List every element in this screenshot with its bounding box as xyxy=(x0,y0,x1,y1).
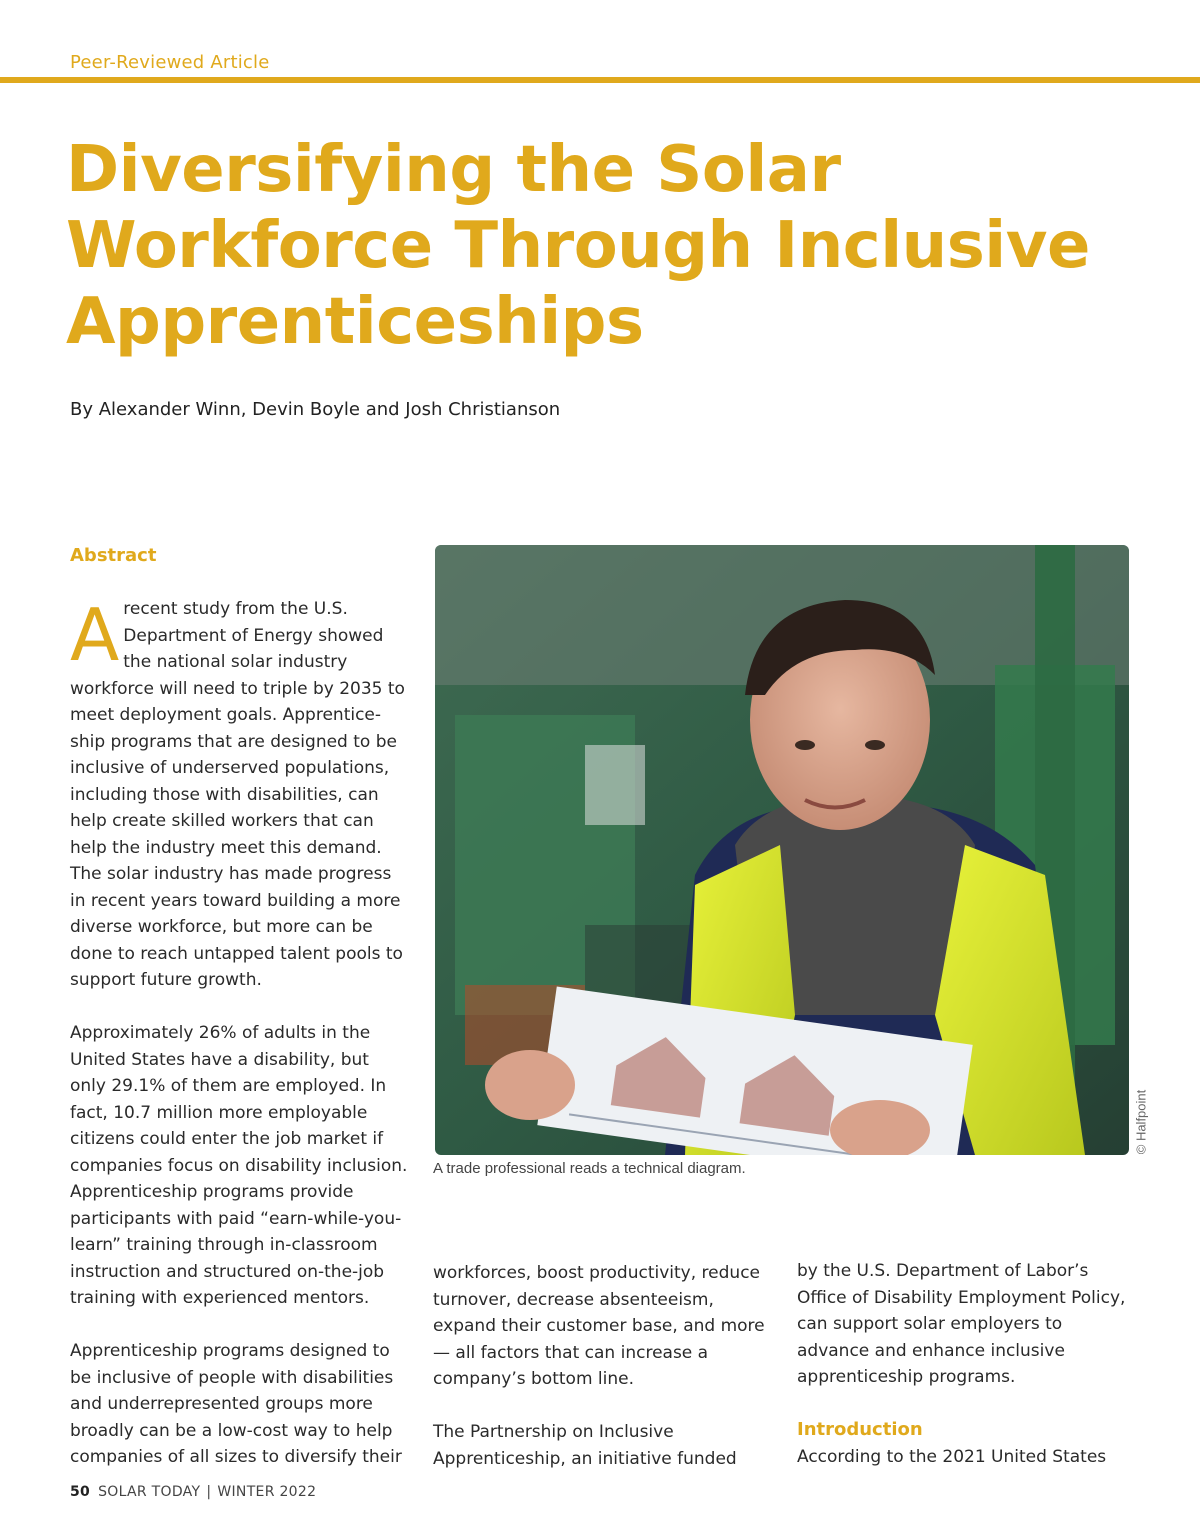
body-column-3 xyxy=(797,1258,1137,1497)
abstract-heading: Abstract xyxy=(70,545,157,566)
abstract-column xyxy=(70,593,410,1497)
issue-name: WINTER 2022 xyxy=(217,1484,317,1500)
footer-separator: | xyxy=(206,1484,212,1500)
body-column-2 xyxy=(433,1260,773,1499)
body-paragraph: According to the 2021 United States xyxy=(797,1446,1107,1467)
introduction-heading: Introduction xyxy=(797,1419,923,1440)
body-paragraph: workforces, boost productivity, reduce turnover, decrease absenteeism, expand their customer base, and more — all factors that can increase a company’s bottom line. xyxy=(433,1263,765,1389)
publication-name: SOLAR TODAY xyxy=(98,1484,201,1500)
abstract-paragraph-1 xyxy=(70,593,410,994)
page-footer xyxy=(70,1484,316,1500)
page-number: 50 xyxy=(70,1484,91,1500)
drop-cap: A xyxy=(70,593,120,677)
photo-caption: A trade professional reads a technical diagram. xyxy=(433,1160,746,1177)
section-label: Peer-Reviewed Article xyxy=(70,52,270,73)
header-rule xyxy=(0,77,1200,83)
article-title: Diversifying the Solar Workforce Through Inclusive Apprenticeships xyxy=(66,133,1090,359)
byline: By Alexander Winn, Devin Boyle and Josh Christianson xyxy=(70,399,561,420)
worker-photo-illustration xyxy=(435,545,1129,1155)
abstract-paragraph-1-text: recent study from the U.S. Department of Energy showed the national solar industry workforce will need to triple by 2035 to meet deployment goals. Apprentice-ship programs that are designed to be inclusive of underserved populations, including those with disabilities, can help create skilled workers that can help the industry meet this demand. The solar industry has made progress in recent years toward building a more diverse workforce, but more can be done to reach untapped talent pools to support future growth. xyxy=(70,599,405,990)
abstract-paragraph-3: Apprenticeship programs designed to be inclusive of people with disabilities and underrepresented groups more broadly can be a low-cost way to help companies of all sizes to diversify their xyxy=(70,1341,402,1467)
body-paragraph: by the U.S. Department of Labor’s Office of Disability Employment Policy, can support solar employers to advance and enhance inclusive apprenticeship programs. xyxy=(797,1261,1126,1387)
article-photo xyxy=(435,545,1129,1155)
abstract-paragraph-2: Approximately 26% of adults in the United States have a disability, but only 29.1% of them are employed. In fact, 10.7 million more employable citizens could enter the job market if companies focus on disability inclusion. Apprenticeship programs provide participants with paid “earn-while-you-learn” training through in-classroom instruction and structured on-the-job training with experienced mentors. xyxy=(70,1023,408,1308)
body-paragraph: The Partnership on Inclusive Apprenticeship, an initiative funded xyxy=(433,1422,737,1469)
photo-credit: © Halfpoint xyxy=(1133,1089,1149,1155)
